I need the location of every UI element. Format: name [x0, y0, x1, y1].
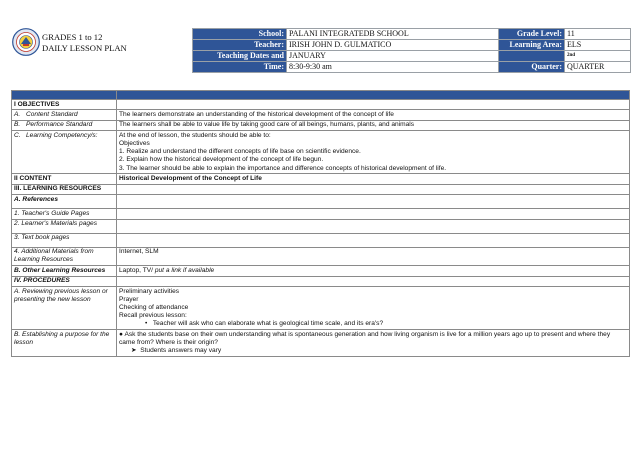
procedure-b-arrow: ➤ Students answers may vary [131, 347, 222, 355]
area-value: ELS [565, 40, 631, 51]
header-table [192, 28, 631, 73]
textbook-label: 3. Text book pages [12, 233, 117, 247]
competency-line: 2. Explain how the historical development of the concept of life begun. [119, 156, 324, 164]
competency-line: At the end of lesson, the students should be able to: [119, 131, 271, 139]
area-label: Learning Area: [499, 40, 565, 51]
procedure-b-label: B. Establishing a purpose for the lesson [12, 330, 117, 357]
competency-line: Objectives [119, 139, 150, 147]
form-title-line2: DAILY LESSON PLAN [42, 43, 127, 53]
additional-materials-label: 4. Additional Materials from Learning Resources [12, 247, 117, 266]
teacher-value: IRISH JOHN D. GULMATICO [287, 40, 499, 51]
teacher-label: Teacher: [193, 40, 287, 51]
date-value: JANUARY [287, 51, 499, 62]
time-value: 8:30-9:30 am [287, 62, 499, 73]
lesson-plan-table [11, 90, 630, 357]
performance-standard-label: B. Performance Standard [12, 120, 117, 130]
procedure-a-text: Preliminary activities Prayer Checking of attendance Recall previous lesson: • Teacher will ask who can elaborate what is geological time scale, and its era's? [117, 286, 630, 329]
additional-materials-text: Internet, SLM [117, 247, 630, 266]
quarter-label: Quarter: [499, 62, 565, 73]
deped-seal-logo [12, 28, 40, 56]
content-standard-text: The learners demonstrate an understanding of the historical development of the concept of life [117, 110, 630, 120]
resources-heading: III. LEARNING RESOURCES [12, 184, 117, 194]
learning-competency-text [117, 131, 630, 174]
other-resources-text: Laptop, TV/ put a link if available [117, 266, 630, 276]
performance-standard-text: The learners shall be able to value life by taking good care of all beings, humans, plants, and animals [117, 120, 630, 130]
objectives-heading: I OBJECTIVES [12, 100, 117, 110]
learners-materials-label: 2. Learner's Materials pages [12, 219, 117, 233]
procedures-heading: IV. PROCEDURES [12, 276, 117, 286]
quarter-value: QUARTER [565, 62, 631, 73]
quarter-number: 2nd [565, 51, 631, 62]
dates-label: Teaching Dates and [193, 51, 287, 62]
competency-line: 3. The learner should be able to explain the importance and difference concepts of historical development of life. [119, 164, 447, 172]
content-heading: II CONTENT [12, 174, 117, 184]
learning-competency-label: C. Learning Competency/s: [12, 131, 117, 174]
grade-value: 11 [565, 29, 631, 40]
grade-label: Grade Level: [499, 29, 565, 40]
references-heading: A. References [12, 195, 117, 209]
procedure-b-text: ● Ask the students base on their own understanding what is spontaneous generation and how living organism is live for a million years ago up to present and where they came from? Where is their origin? ➤ Students answers may vary [117, 330, 630, 357]
other-resources-label: B. Other Learning Resources [12, 266, 117, 276]
procedure-a-bullet: • Teacher will ask who can elaborate what is geological time scale, and its era's? [145, 320, 384, 328]
content-standard-label: A. Content Standard [12, 110, 117, 120]
procedure-a-label: A. Reviewing previous lesson or presenting the new lesson [12, 286, 117, 329]
content-text: Historical Development of the Concept of Life [117, 174, 630, 184]
form-title-line1: GRADES 1 to 12 [42, 32, 103, 42]
teachers-guide-label: 1. Teacher's Guide Pages [12, 209, 117, 219]
school-value: PALANI INTEGRATEDB SCHOOL [287, 29, 499, 40]
time-label: Time: [193, 62, 287, 73]
school-label: School: [193, 29, 287, 40]
form-title [42, 32, 127, 54]
competency-line: 1. Realize and understand the different concepts of life base on scientific evidence. [119, 148, 361, 156]
